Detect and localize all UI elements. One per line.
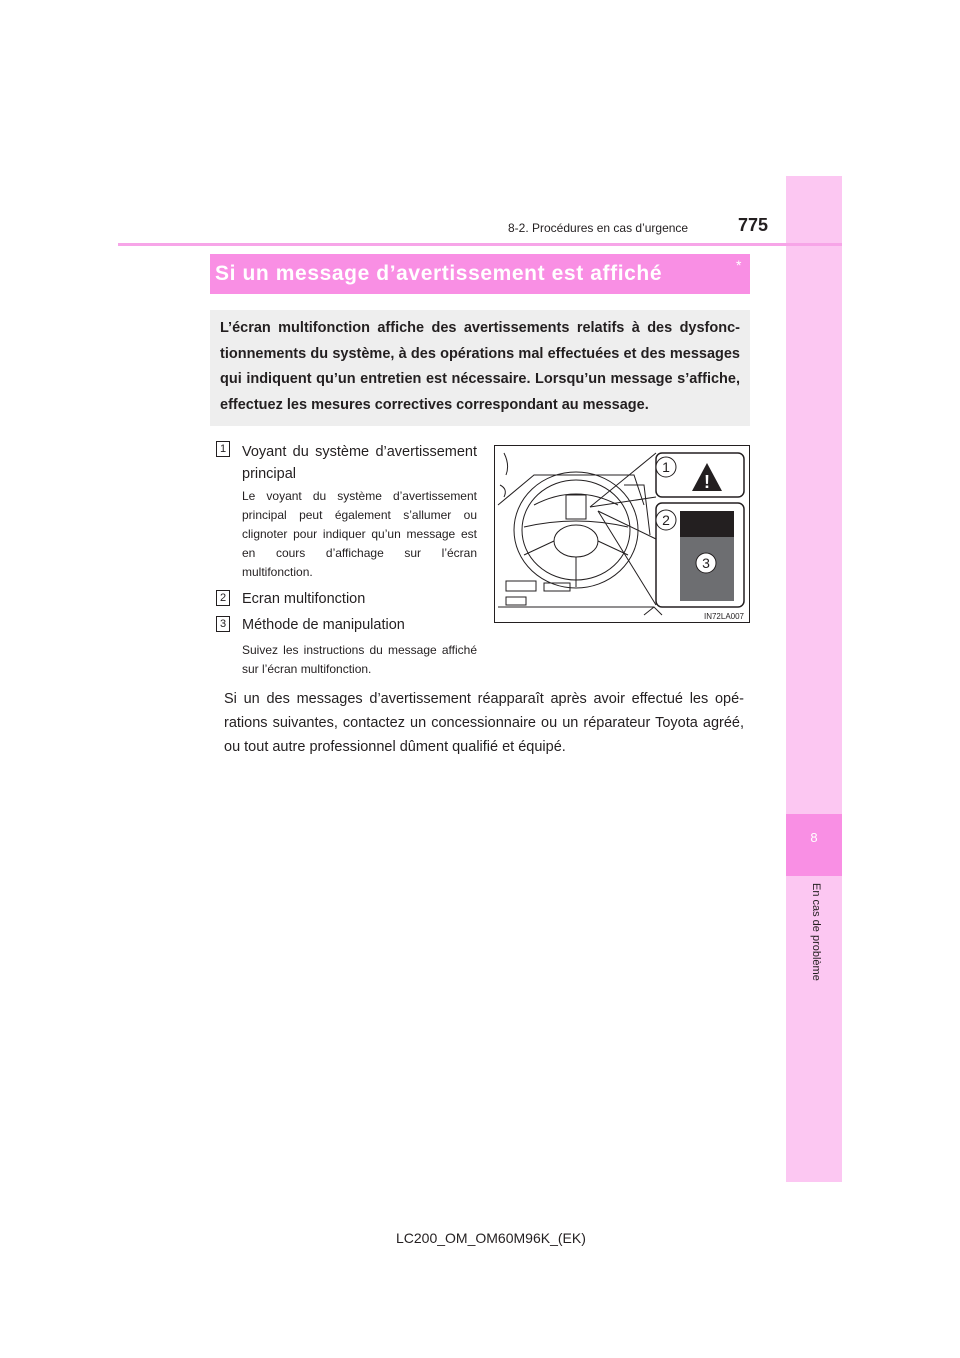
- chapter-side-tab: [786, 176, 842, 1182]
- item-description: Suivez les instructions du message affiché sur l’écran multifonction.: [242, 643, 477, 676]
- title-asterisk: *: [736, 257, 742, 273]
- chapter-tab-highlight: [786, 814, 842, 876]
- callout-2-label: 2: [662, 512, 670, 528]
- item-number-badge: 2: [216, 590, 230, 606]
- section-title: 8-2. Procédures en cas d’urgence: [508, 221, 689, 235]
- warning-symbol: !: [704, 472, 710, 492]
- item-number-badge: 3: [216, 616, 230, 632]
- dashboard-illustration: [494, 445, 750, 623]
- item-title: Méthode de manipulation: [242, 617, 405, 633]
- item-number-badge: 1: [216, 441, 230, 457]
- item-title: Ecran multifonction: [242, 591, 366, 607]
- chapter-number: 8: [810, 830, 818, 845]
- body-paragraph: Si un des messages d’avertissement réapparaît après avoir effectué les opérations suivantes, contactez un concessionnaire ou un réparateur Toyota agréé, ou tout autre professionnel dûment qualifié et équipé.: [224, 691, 744, 755]
- page-number: 775: [738, 215, 769, 235]
- page-title: Si un message d’avertissement est affiché: [215, 262, 663, 285]
- intro-text: L’écran multifonction affiche des avertissements relatifs à des dysfonctionnements du système, à des opérations mal effectuées et des messages qui indiquent qu’un entretien est nécessaire. Lorsqu’un message s’affiche, effectuez les mesures correctives correspondant au message.: [220, 320, 740, 413]
- callout-3-label: 3: [702, 555, 710, 571]
- callout-1-label: 1: [662, 459, 670, 475]
- figure-code: IN72LA007: [703, 612, 744, 621]
- item-title: Voyant du système d’avertissement principal: [242, 444, 477, 482]
- document-code-footer: LC200_OM_OM60M96K_(EK): [396, 1230, 586, 1246]
- item-description: Le voyant du système d’avertissement principal peut également s’allumer ou clignoter pour indiquer qu’un message est en cours d’affichage sur l’écran multifonction.: [242, 489, 477, 579]
- header-divider: [118, 243, 842, 246]
- chapter-label: En cas de problème: [810, 883, 822, 981]
